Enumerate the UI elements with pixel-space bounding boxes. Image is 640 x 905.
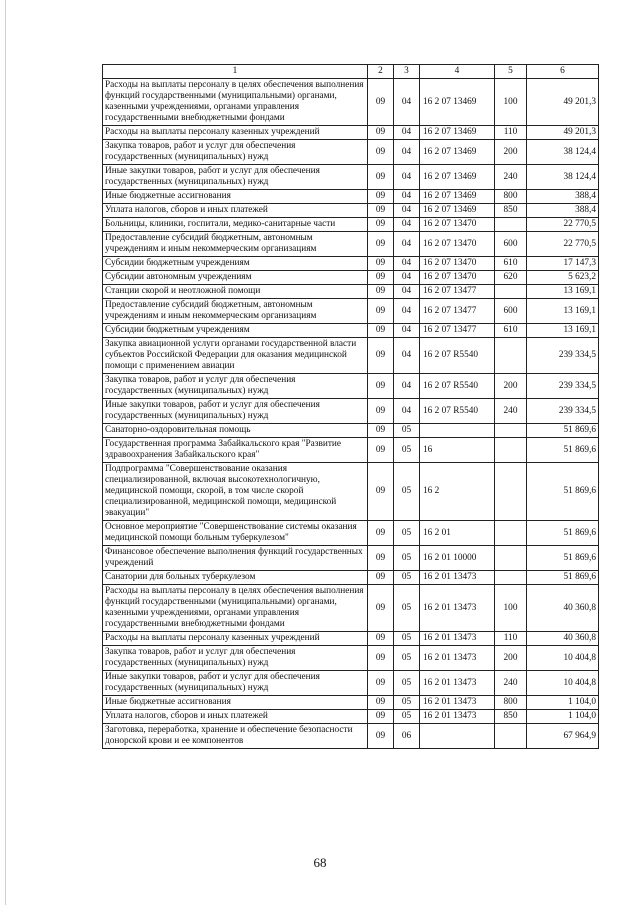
- row-amount-cell: 13 169,1: [527, 324, 599, 338]
- row-section-cell: 09: [368, 521, 394, 546]
- row-target-article-cell: 16 2 07 13470: [420, 257, 495, 271]
- row-amount-cell: 17 147,3: [527, 257, 599, 271]
- row-name-cell: Подпрограмма "Совершенствование оказания специализированной, включая высокотехнологичную, медицинской помощи, скорой, в том числе скорой специализированной, медицинской помощи, медицинской эвакуации": [103, 463, 368, 521]
- row-target-article-cell: 16 2 07 13470: [420, 271, 495, 285]
- row-expense-type-cell: [495, 724, 527, 749]
- row-amount-cell: 13 169,1: [527, 299, 599, 324]
- row-amount-cell: 239 334,5: [527, 399, 599, 424]
- row-expense-type-cell: 610: [495, 257, 527, 271]
- row-expense-type-cell: 240: [495, 671, 527, 696]
- table-row: [103, 710, 599, 724]
- row-target-article-cell: 16: [420, 438, 495, 463]
- table-row: [103, 79, 599, 126]
- row-section-cell: 09: [368, 671, 394, 696]
- table-row: [103, 232, 599, 257]
- row-amount-cell: 1 104,0: [527, 696, 599, 710]
- table-row: [103, 438, 599, 463]
- row-expense-type-cell: 600: [495, 299, 527, 324]
- budget-table: [102, 64, 599, 749]
- row-amount-cell: 1 104,0: [527, 710, 599, 724]
- row-expense-type-cell: 800: [495, 696, 527, 710]
- row-target-article-cell: 16 2 01 13473: [420, 585, 495, 632]
- row-name-cell: Станции скорой и неотложной помощи: [103, 285, 368, 299]
- row-name-cell: Санатории для больных туберкулезом: [103, 571, 368, 585]
- row-subsection-cell: 05: [394, 585, 420, 632]
- row-name-cell: Основное мероприятие "Совершенствование системы оказания медицинской помощи больным туберкулезом": [103, 521, 368, 546]
- row-target-article-cell: 16 2 07 13469: [420, 140, 495, 165]
- row-subsection-cell: 05: [394, 646, 420, 671]
- row-name-cell: Субсидии бюджетным учреждениям: [103, 257, 368, 271]
- row-expense-type-cell: [495, 424, 527, 438]
- row-amount-cell: 10 404,8: [527, 646, 599, 671]
- row-target-article-cell: 16 2 01: [420, 521, 495, 546]
- row-amount-cell: 51 869,6: [527, 546, 599, 571]
- row-name-cell: Расходы на выплаты персоналу казенных учреждений: [103, 632, 368, 646]
- row-subsection-cell: 04: [394, 299, 420, 324]
- row-name-cell: Финансовое обеспечение выполнения функций государственных учреждений: [103, 546, 368, 571]
- row-amount-cell: 51 869,6: [527, 571, 599, 585]
- row-section-cell: 09: [368, 324, 394, 338]
- table-row: [103, 671, 599, 696]
- row-section-cell: 09: [368, 218, 394, 232]
- row-expense-type-cell: 100: [495, 585, 527, 632]
- row-subsection-cell: 04: [394, 324, 420, 338]
- row-expense-type-cell: [495, 521, 527, 546]
- row-amount-cell: 51 869,6: [527, 438, 599, 463]
- row-name-cell: Закупка товаров, работ и услуг для обеспечения государственных (муниципальных) нужд: [103, 140, 368, 165]
- table-row: [103, 190, 599, 204]
- row-subsection-cell: 04: [394, 271, 420, 285]
- row-section-cell: 09: [368, 232, 394, 257]
- row-subsection-cell: 04: [394, 165, 420, 190]
- row-subsection-cell: 04: [394, 374, 420, 399]
- row-expense-type-cell: 850: [495, 204, 527, 218]
- row-amount-cell: 49 201,3: [527, 126, 599, 140]
- table-row: [103, 521, 599, 546]
- table-row: [103, 632, 599, 646]
- row-target-article-cell: 16 2 01 10000: [420, 546, 495, 571]
- row-name-cell: Расходы на выплаты персоналу в целях обеспечения выполнения функций государственными (муниципальными) органами, казенными учреждениями, органами управления государственными внебюджетными фондами: [103, 79, 368, 126]
- table-row: [103, 463, 599, 521]
- row-subsection-cell: 04: [394, 204, 420, 218]
- row-subsection-cell: 06: [394, 724, 420, 749]
- row-section-cell: 09: [368, 571, 394, 585]
- row-amount-cell: 239 334,5: [527, 338, 599, 374]
- row-section-cell: 09: [368, 126, 394, 140]
- row-subsection-cell: 05: [394, 424, 420, 438]
- row-section-cell: 09: [368, 399, 394, 424]
- row-name-cell: Субсидии автономным учреждениям: [103, 271, 368, 285]
- row-target-article-cell: 16 2 01 13473: [420, 571, 495, 585]
- header-cell: 5: [495, 65, 527, 79]
- row-subsection-cell: 04: [394, 190, 420, 204]
- row-expense-type-cell: 240: [495, 165, 527, 190]
- row-section-cell: 09: [368, 190, 394, 204]
- row-section-cell: 09: [368, 724, 394, 749]
- row-expense-type-cell: 110: [495, 632, 527, 646]
- row-name-cell: Предоставление субсидий бюджетным, автономным учреждениям и иным некоммерческим организациям: [103, 299, 368, 324]
- row-amount-cell: 67 964,9: [527, 724, 599, 749]
- row-expense-type-cell: 110: [495, 126, 527, 140]
- row-subsection-cell: 05: [394, 546, 420, 571]
- row-section-cell: 09: [368, 374, 394, 399]
- row-subsection-cell: 04: [394, 257, 420, 271]
- row-subsection-cell: 04: [394, 285, 420, 299]
- row-section-cell: 09: [368, 204, 394, 218]
- row-subsection-cell: 04: [394, 399, 420, 424]
- row-target-article-cell: 16 2 01 13473: [420, 710, 495, 724]
- page-edge-line: [5, 0, 6, 905]
- row-section-cell: 09: [368, 257, 394, 271]
- row-name-cell: Иные бюджетные ассигнования: [103, 190, 368, 204]
- row-name-cell: Предоставление субсидий бюджетным, автономным учреждениям и иным некоммерческим организациям: [103, 232, 368, 257]
- row-subsection-cell: 04: [394, 232, 420, 257]
- table-row: [103, 399, 599, 424]
- row-expense-type-cell: 620: [495, 271, 527, 285]
- row-expense-type-cell: 800: [495, 190, 527, 204]
- row-target-article-cell: 16 2 07 R5540: [420, 374, 495, 399]
- row-target-article-cell: 16 2 07 13470: [420, 232, 495, 257]
- row-name-cell: Уплата налогов, сборов и иных платежей: [103, 204, 368, 218]
- table-row: [103, 324, 599, 338]
- row-amount-cell: 40 360,8: [527, 632, 599, 646]
- row-name-cell: Закупка авиационной услуги органами государственной власти субъектов Российской Федерации для оказания медицинской помощи с применением авиации: [103, 338, 368, 374]
- row-expense-type-cell: 610: [495, 324, 527, 338]
- row-name-cell: Больницы, клиники, госпитали, медико-санитарные части: [103, 218, 368, 232]
- row-name-cell: Закупка товаров, работ и услуг для обеспечения государственных (муниципальных) нужд: [103, 646, 368, 671]
- row-expense-type-cell: [495, 463, 527, 521]
- row-section-cell: 09: [368, 79, 394, 126]
- row-expense-type-cell: [495, 218, 527, 232]
- row-section-cell: 09: [368, 165, 394, 190]
- table-row: [103, 257, 599, 271]
- row-target-article-cell: 16 2 07 R5540: [420, 338, 495, 374]
- row-name-cell: Иные закупки товаров, работ и услуг для обеспечения государственных (муниципальных) нужд: [103, 165, 368, 190]
- table-row: [103, 724, 599, 749]
- row-name-cell: Заготовка, переработка, хранение и обеспечение безопасности донорской крови и ее компонентов: [103, 724, 368, 749]
- table-row: [103, 165, 599, 190]
- page-number: 68: [313, 855, 327, 870]
- row-amount-cell: 388,4: [527, 204, 599, 218]
- row-section-cell: 09: [368, 140, 394, 165]
- row-target-article-cell: 16 2 07 R5540: [420, 399, 495, 424]
- row-amount-cell: 51 869,6: [527, 424, 599, 438]
- row-subsection-cell: 05: [394, 632, 420, 646]
- table-row: [103, 218, 599, 232]
- table-row: [103, 646, 599, 671]
- row-section-cell: 09: [368, 285, 394, 299]
- row-name-cell: Расходы на выплаты персоналу в целях обеспечения выполнения функций государственными (муниципальными) органами, казенными учреждениями, органами управления государственными внебюджетными фондами: [103, 585, 368, 632]
- row-expense-type-cell: [495, 546, 527, 571]
- table-row: [103, 571, 599, 585]
- table-row: [103, 271, 599, 285]
- row-amount-cell: 49 201,3: [527, 79, 599, 126]
- table-row: [103, 338, 599, 374]
- row-section-cell: 09: [368, 696, 394, 710]
- row-expense-type-cell: 100: [495, 79, 527, 126]
- row-amount-cell: 40 360,8: [527, 585, 599, 632]
- row-subsection-cell: 05: [394, 671, 420, 696]
- row-subsection-cell: 05: [394, 571, 420, 585]
- row-expense-type-cell: [495, 571, 527, 585]
- row-target-article-cell: 16 2 01 13473: [420, 696, 495, 710]
- row-target-article-cell: 16 2 07 13477: [420, 299, 495, 324]
- row-amount-cell: 38 124,4: [527, 165, 599, 190]
- header-cell: 4: [420, 65, 495, 79]
- row-name-cell: Субсидии бюджетным учреждениям: [103, 324, 368, 338]
- row-amount-cell: 388,4: [527, 190, 599, 204]
- row-amount-cell: 51 869,6: [527, 521, 599, 546]
- row-expense-type-cell: 850: [495, 710, 527, 724]
- row-section-cell: 09: [368, 585, 394, 632]
- row-section-cell: 09: [368, 632, 394, 646]
- row-expense-type-cell: 200: [495, 374, 527, 399]
- row-target-article-cell: 16 2 01 13473: [420, 671, 495, 696]
- table-row: [103, 299, 599, 324]
- row-target-article-cell: 16 2: [420, 463, 495, 521]
- row-subsection-cell: 05: [394, 438, 420, 463]
- row-target-article-cell: 16 2 07 13469: [420, 190, 495, 204]
- table-row: [103, 140, 599, 165]
- row-amount-cell: 22 770,5: [527, 232, 599, 257]
- row-name-cell: Закупка товаров, работ и услуг для обеспечения государственных (муниципальных) нужд: [103, 374, 368, 399]
- row-subsection-cell: 05: [394, 463, 420, 521]
- table-row: [103, 204, 599, 218]
- row-target-article-cell: 16 2 01 13473: [420, 632, 495, 646]
- row-name-cell: Уплата налогов, сборов и иных платежей: [103, 710, 368, 724]
- row-target-article-cell: [420, 424, 495, 438]
- row-subsection-cell: 04: [394, 218, 420, 232]
- row-subsection-cell: 04: [394, 140, 420, 165]
- row-expense-type-cell: [495, 438, 527, 463]
- row-expense-type-cell: [495, 285, 527, 299]
- row-section-cell: 09: [368, 338, 394, 374]
- row-target-article-cell: 16 2 07 13469: [420, 79, 495, 126]
- header-cell: 2: [368, 65, 394, 79]
- row-expense-type-cell: 600: [495, 232, 527, 257]
- row-amount-cell: 10 404,8: [527, 671, 599, 696]
- row-name-cell: Иные бюджетные ассигнования: [103, 696, 368, 710]
- row-target-article-cell: 16 2 07 13470: [420, 218, 495, 232]
- row-name-cell: Расходы на выплаты персоналу казенных учреждений: [103, 126, 368, 140]
- row-section-cell: 09: [368, 438, 394, 463]
- row-expense-type-cell: 200: [495, 646, 527, 671]
- row-subsection-cell: 05: [394, 521, 420, 546]
- row-section-cell: 09: [368, 424, 394, 438]
- table-row: [103, 126, 599, 140]
- row-subsection-cell: 05: [394, 696, 420, 710]
- row-expense-type-cell: 240: [495, 399, 527, 424]
- table-row: [103, 546, 599, 571]
- row-subsection-cell: 04: [394, 126, 420, 140]
- row-section-cell: 09: [368, 299, 394, 324]
- table-row: [103, 285, 599, 299]
- row-subsection-cell: 05: [394, 710, 420, 724]
- row-expense-type-cell: [495, 338, 527, 374]
- row-amount-cell: 5 623,2: [527, 271, 599, 285]
- row-target-article-cell: 16 2 07 13477: [420, 324, 495, 338]
- row-target-article-cell: [420, 724, 495, 749]
- row-name-cell: Иные закупки товаров, работ и услуг для обеспечения государственных (муниципальных) нужд: [103, 399, 368, 424]
- row-section-cell: 09: [368, 710, 394, 724]
- table-header-row: [103, 65, 599, 79]
- row-amount-cell: 239 334,5: [527, 374, 599, 399]
- table-row: [103, 374, 599, 399]
- row-target-article-cell: 16 2 07 13469: [420, 204, 495, 218]
- row-section-cell: 09: [368, 646, 394, 671]
- header-cell: 6: [527, 65, 599, 79]
- row-target-article-cell: 16 2 07 13469: [420, 165, 495, 190]
- row-name-cell: Государственная программа Забайкальского края "Развитие здравоохранения Забайкальского края": [103, 438, 368, 463]
- row-target-article-cell: 16 2 07 13477: [420, 285, 495, 299]
- header-cell: 1: [103, 65, 368, 79]
- table-row: [103, 424, 599, 438]
- row-name-cell: Иные закупки товаров, работ и услуг для обеспечения государственных (муниципальных) нужд: [103, 671, 368, 696]
- row-name-cell: Санаторно-оздоровительная помощь: [103, 424, 368, 438]
- row-expense-type-cell: 200: [495, 140, 527, 165]
- row-section-cell: 09: [368, 546, 394, 571]
- row-amount-cell: 22 770,5: [527, 218, 599, 232]
- row-amount-cell: 13 169,1: [527, 285, 599, 299]
- header-cell: 3: [394, 65, 420, 79]
- row-target-article-cell: 16 2 01 13473: [420, 646, 495, 671]
- row-section-cell: 09: [368, 463, 394, 521]
- table-row: [103, 585, 599, 632]
- table-row: [103, 696, 599, 710]
- row-subsection-cell: 04: [394, 338, 420, 374]
- row-section-cell: 09: [368, 271, 394, 285]
- row-target-article-cell: 16 2 07 13469: [420, 126, 495, 140]
- row-amount-cell: 38 124,4: [527, 140, 599, 165]
- row-amount-cell: 51 869,6: [527, 463, 599, 521]
- row-subsection-cell: 04: [394, 79, 420, 126]
